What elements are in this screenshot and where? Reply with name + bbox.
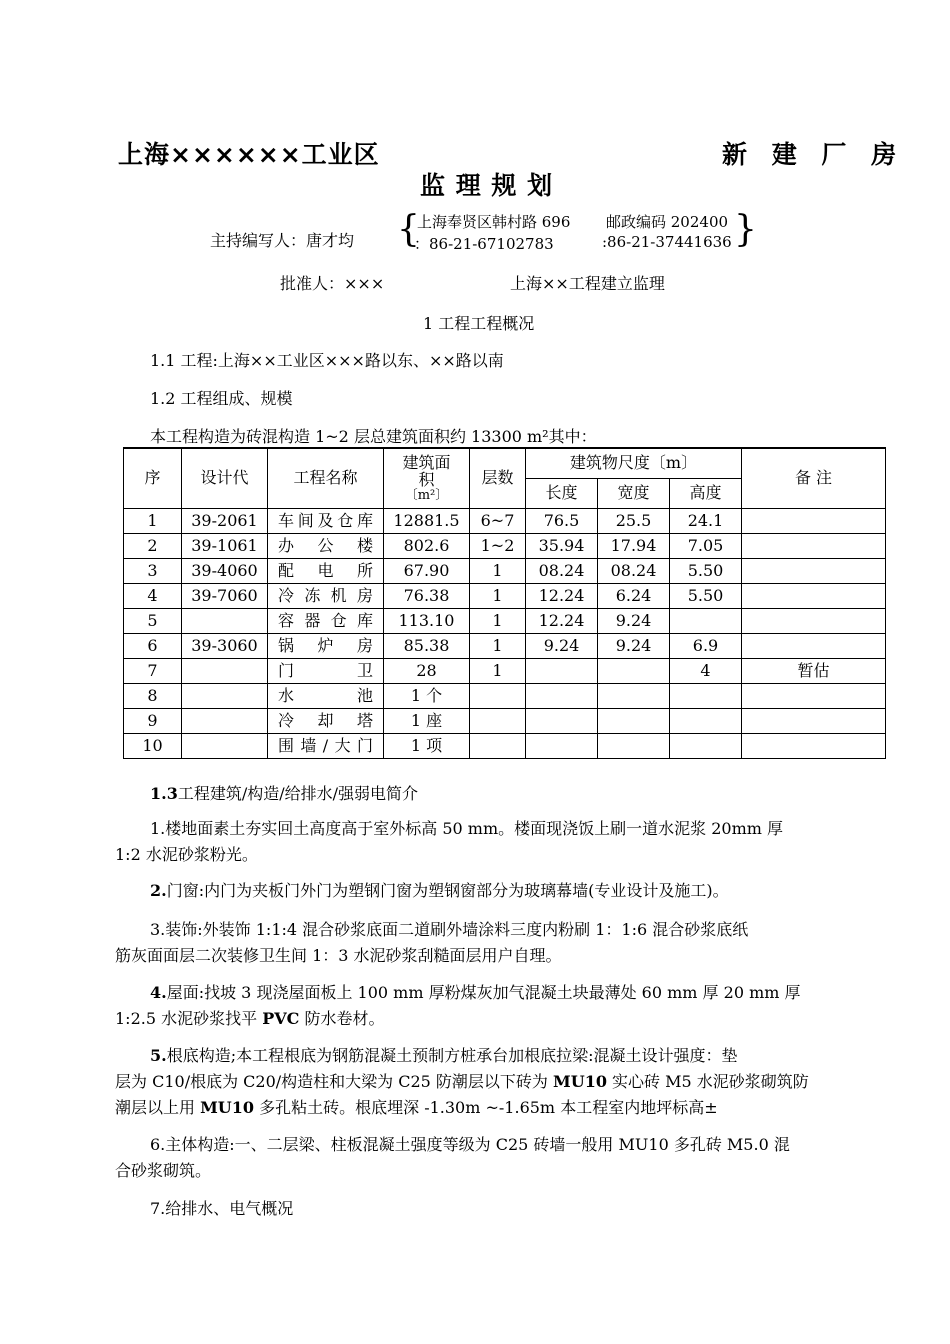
paragraph-7: 7.给排水、电气概况 bbox=[150, 1199, 294, 1218]
cell-length: 76.5 bbox=[526, 508, 598, 533]
paragraph-5-line-2-b: MU10 bbox=[553, 1072, 607, 1091]
cell-name: 冷却塔 bbox=[268, 708, 384, 733]
paragraph-6 bbox=[115, 1132, 865, 1184]
paragraph-2-line-1 bbox=[115, 878, 865, 904]
section-1-3-title: 工程建筑/构造/给排水/强弱电简介 bbox=[177, 784, 419, 803]
paragraph-4-line-2-b: PVC bbox=[262, 1009, 300, 1028]
paragraph-4-number: 4. bbox=[150, 983, 167, 1002]
cell-note bbox=[742, 583, 886, 608]
cell-name: 容器仓库 bbox=[268, 608, 384, 633]
paragraph-5-number: 5. bbox=[150, 1046, 167, 1065]
cell-code bbox=[182, 733, 268, 758]
cell-area: 67.90 bbox=[384, 558, 470, 583]
cell-code bbox=[182, 608, 268, 633]
paragraph-5-line-3-c: 多孔粘土砖。根底埋深 -1.30m ~-1.65m 本工程室内地坪标高± bbox=[254, 1098, 718, 1117]
paragraph-3-line-1: 3.装饰:外装饰 1:1:4 混合砂浆底面二道刷外墙涂料三度内粉刷 1：1:6 混合砂浆底纸 bbox=[150, 920, 749, 939]
cell-floors: 1 bbox=[470, 583, 526, 608]
cell-code bbox=[182, 683, 268, 708]
paragraph-6-line-1: 6.主体构造:一、二层梁、柱板混凝土强度等级为 C25 砖墙一般用 MU10 多孔砖 M5.0 混 bbox=[150, 1135, 790, 1154]
header-floors: 层数 bbox=[470, 448, 526, 508]
cell-width bbox=[598, 683, 670, 708]
cell-length bbox=[526, 658, 598, 683]
cell-note: 暂估 bbox=[742, 658, 886, 683]
cell-floors: 1 bbox=[470, 608, 526, 633]
postcode-text: 邮政编码 202400 bbox=[606, 213, 729, 231]
cell-floors: 6~7 bbox=[470, 508, 526, 533]
left-brace: { bbox=[397, 209, 420, 250]
document-subtitle: 监 理 规 划 bbox=[420, 171, 554, 200]
cell-note bbox=[742, 733, 886, 758]
cell-floors bbox=[470, 733, 526, 758]
cell-length: 12.24 bbox=[526, 583, 598, 608]
cell-seq: 7 bbox=[124, 658, 182, 683]
cell-floors: 1 bbox=[470, 558, 526, 583]
header-area-line1: 建筑面 bbox=[402, 452, 451, 472]
header-code: 设计代 bbox=[182, 448, 268, 508]
cell-width: 25.5 bbox=[598, 508, 670, 533]
paragraph-5-line-1 bbox=[115, 1043, 865, 1069]
paragraph-3-line-2: 筋灰面面层二次装修卫生间 1：3 水泥砂浆刮糙面层用户自理。 bbox=[115, 946, 562, 965]
phone-2-text: :86-21-37441636 bbox=[602, 233, 732, 251]
paragraph-5-line-2 bbox=[115, 1069, 865, 1095]
header-length: 长度 bbox=[526, 478, 598, 508]
document-title-left: 上海××××××工业区 bbox=[118, 140, 380, 169]
phone-1-text: ：86-21-67102783 bbox=[414, 235, 554, 253]
table-row bbox=[124, 508, 886, 533]
header-height: 高度 bbox=[670, 478, 742, 508]
cell-height: 7.05 bbox=[670, 533, 742, 558]
cell-height: 5.50 bbox=[670, 558, 742, 583]
cell-floors bbox=[470, 708, 526, 733]
paragraph-4-line-1 bbox=[115, 980, 865, 1006]
table-row bbox=[124, 658, 886, 683]
paragraph-2 bbox=[115, 878, 865, 904]
cell-note bbox=[742, 508, 886, 533]
paragraph-5-line-2-a: 层为 C10/根底为 C20/构造柱和大梁为 C25 防潮层以下砖为 bbox=[115, 1072, 554, 1091]
cell-name: 办公楼 bbox=[268, 533, 384, 558]
paragraph-5-line-2-c: 实心砖 M5 水泥砂浆砌筑防 bbox=[606, 1072, 809, 1091]
paragraph-1 bbox=[115, 816, 865, 868]
section-1-heading: 1 工程工程概况 bbox=[423, 314, 535, 333]
cell-note bbox=[742, 683, 886, 708]
table-row bbox=[124, 708, 886, 733]
cell-width bbox=[598, 658, 670, 683]
header-width: 宽度 bbox=[598, 478, 670, 508]
cell-width: 9.24 bbox=[598, 608, 670, 633]
table-header-row bbox=[124, 448, 886, 478]
cell-width: 6.24 bbox=[598, 583, 670, 608]
cell-note bbox=[742, 558, 886, 583]
cell-seq: 8 bbox=[124, 683, 182, 708]
paragraph-5-line-3 bbox=[115, 1095, 865, 1121]
cell-length: 08.24 bbox=[526, 558, 598, 583]
cell-note bbox=[742, 633, 886, 658]
paragraph-1-line-1: 1.楼地面素土夯实回土高度高于室外标高 50 mm。楼面现浇饭上刷一道水泥浆 20mm 厚 bbox=[150, 819, 784, 838]
author-label: 主持编写人：唐才均 bbox=[210, 231, 355, 250]
cell-width: 17.94 bbox=[598, 533, 670, 558]
cell-seq: 9 bbox=[124, 708, 182, 733]
header-name: 工程名称 bbox=[268, 448, 384, 508]
header-area bbox=[384, 448, 470, 508]
cell-code: 39-4060 bbox=[182, 558, 268, 583]
header-area-line2: 积 bbox=[418, 470, 435, 490]
cell-name: 锅炉房 bbox=[268, 633, 384, 658]
cell-area: 802.6 bbox=[384, 533, 470, 558]
cell-seq: 2 bbox=[124, 533, 182, 558]
item-1-2: 1.2 工程组成、规模 bbox=[150, 389, 293, 408]
cell-height: 5.50 bbox=[670, 583, 742, 608]
header-area-line3: 〔m²〕 bbox=[404, 487, 449, 503]
paragraph-5-line-3-b: MU10 bbox=[200, 1098, 255, 1117]
right-brace: } bbox=[734, 209, 757, 250]
cell-area: 1 个 bbox=[384, 683, 470, 708]
section-1-3-heading bbox=[150, 781, 418, 804]
cell-width: 9.24 bbox=[598, 633, 670, 658]
table-body bbox=[124, 508, 886, 758]
cell-height: 4 bbox=[670, 658, 742, 683]
cell-name: 水池 bbox=[268, 683, 384, 708]
cell-floors: 1 bbox=[470, 633, 526, 658]
table-row bbox=[124, 533, 886, 558]
table-row bbox=[124, 583, 886, 608]
table-row bbox=[124, 608, 886, 633]
document-title-right: 新 建 厂 房 bbox=[722, 140, 905, 169]
cell-seq: 10 bbox=[124, 733, 182, 758]
paragraph-4-line-2 bbox=[115, 1006, 865, 1032]
cell-code: 39-2061 bbox=[182, 508, 268, 533]
cell-name: 冷冻机房 bbox=[268, 583, 384, 608]
item-1-1: 1.1 工程:上海××工业区×××路以东、××路以南 bbox=[150, 351, 504, 370]
cell-length bbox=[526, 733, 598, 758]
cell-width: 08.24 bbox=[598, 558, 670, 583]
paragraph-3 bbox=[115, 917, 865, 969]
paragraph-4 bbox=[115, 980, 865, 1032]
paragraph-2-number: 2. bbox=[150, 881, 167, 900]
cell-code: 39-7060 bbox=[182, 583, 268, 608]
cell-height bbox=[670, 608, 742, 633]
cell-name: 配电所 bbox=[268, 558, 384, 583]
cell-seq: 1 bbox=[124, 508, 182, 533]
cell-seq: 3 bbox=[124, 558, 182, 583]
paragraph-5-line-3-a: 潮层以上用 bbox=[115, 1098, 201, 1117]
cell-area: 76.38 bbox=[384, 583, 470, 608]
cell-length bbox=[526, 683, 598, 708]
paragraph-6-line-2: 合砂浆砌筑。 bbox=[115, 1161, 212, 1180]
cell-floors bbox=[470, 683, 526, 708]
paragraph-1-line-2: 1:2 水泥砂浆粉光。 bbox=[115, 845, 258, 864]
paragraph-4-line-2-c: 防水卷材。 bbox=[299, 1009, 385, 1028]
cell-note bbox=[742, 533, 886, 558]
cell-code bbox=[182, 658, 268, 683]
cell-area: 28 bbox=[384, 658, 470, 683]
cell-seq: 5 bbox=[124, 608, 182, 633]
cell-note bbox=[742, 708, 886, 733]
cell-area: 12881.5 bbox=[384, 508, 470, 533]
cell-area: 1 项 bbox=[384, 733, 470, 758]
cell-height bbox=[670, 708, 742, 733]
cell-width bbox=[598, 708, 670, 733]
cell-length bbox=[526, 708, 598, 733]
cell-code: 39-1061 bbox=[182, 533, 268, 558]
paragraph-4-line-2-a: 1:2.5 水泥砂浆找平 bbox=[115, 1009, 263, 1028]
header-dims: 建筑物尺度〔m〕 bbox=[526, 448, 742, 478]
cell-width bbox=[598, 733, 670, 758]
cell-name: 围墙/大门 bbox=[268, 733, 384, 758]
cell-area: 113.10 bbox=[384, 608, 470, 633]
cell-height: 6.9 bbox=[670, 633, 742, 658]
cell-name: 门卫 bbox=[268, 658, 384, 683]
table-row bbox=[124, 558, 886, 583]
cell-seq: 4 bbox=[124, 583, 182, 608]
table-row bbox=[124, 733, 886, 758]
building-table bbox=[123, 447, 886, 759]
header-note: 备 注 bbox=[742, 448, 886, 508]
paragraph-4-line-1-text: 屋面:找坡 3 现浇屋面板上 100 mm 厚粉煤灰加气混凝土块最薄处 60 mm 厚 20 mm 厚 bbox=[166, 983, 801, 1002]
table-row bbox=[124, 683, 886, 708]
cell-length: 12.24 bbox=[526, 608, 598, 633]
section-1-3-number: 1.3 bbox=[150, 784, 178, 803]
cell-length: 35.94 bbox=[526, 533, 598, 558]
cell-name: 车间及仓库 bbox=[268, 508, 384, 533]
cell-code: 39-3060 bbox=[182, 633, 268, 658]
cell-area: 85.38 bbox=[384, 633, 470, 658]
cell-height: 24.1 bbox=[670, 508, 742, 533]
cell-length: 9.24 bbox=[526, 633, 598, 658]
header-seq: 序 bbox=[124, 448, 182, 508]
cell-height bbox=[670, 683, 742, 708]
paragraph-5-line-1-text: 根底构造;本工程根底为钢筋混凝土预制方桩承台加根底拉梁:混凝土设计强度：垫 bbox=[166, 1046, 738, 1065]
approver-label: 批准人：××× bbox=[280, 274, 385, 293]
cell-code bbox=[182, 708, 268, 733]
address-text: 上海奉贤区韩村路 696 bbox=[417, 213, 571, 231]
paragraph-2-text: 门窗:内门为夹板门外门为塑钢门窗为塑钢窗部分为玻璃幕墙(专业设计及施工)。 bbox=[166, 881, 729, 900]
cell-height bbox=[670, 733, 742, 758]
cell-seq: 6 bbox=[124, 633, 182, 658]
cell-note bbox=[742, 608, 886, 633]
table-intro: 本工程构造为砖混构造 1~2 层总建筑面积约 13300 m²其中： bbox=[150, 427, 597, 446]
table-row bbox=[124, 633, 886, 658]
cell-area: 1 座 bbox=[384, 708, 470, 733]
company-name: 上海××工程建立监理 bbox=[510, 274, 665, 293]
cell-floors: 1 bbox=[470, 658, 526, 683]
paragraph-5 bbox=[115, 1043, 865, 1121]
cell-floors: 1~2 bbox=[470, 533, 526, 558]
